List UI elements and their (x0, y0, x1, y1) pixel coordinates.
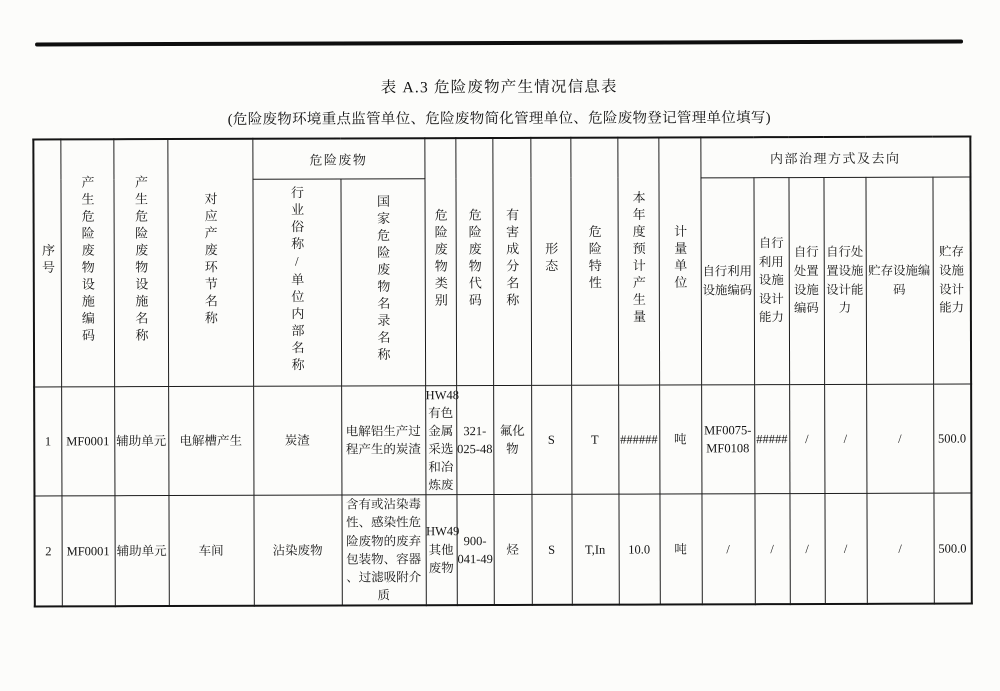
header-facility-code-label: 产生危险废物设施编码 (79, 175, 95, 346)
hazardous-waste-generation-table (32, 136, 973, 608)
header-expected-output-label: 本年度预计产生量 (630, 190, 646, 327)
cell-process-name: 电解槽产生 (168, 386, 253, 496)
cell-unit: 吨 (659, 494, 701, 604)
header-hazard-property (570, 138, 618, 385)
cell-unit: 吨 (659, 384, 701, 494)
cell-facility-code: MF0001 (61, 496, 114, 606)
cell-form: S (531, 385, 571, 495)
header-seq (33, 139, 61, 386)
cell-catalog-name: 含有或沾染毒性、感染性危险废物的废弃包装物、容器、过滤吸附介质 (341, 495, 425, 606)
header-storage-capacity: 贮存设施设计能力 (932, 177, 971, 384)
header-unit (658, 137, 701, 384)
group-header-internal-treatment: 内部治理方式及去向 (700, 137, 970, 178)
cell-self-disposal-code: / (789, 494, 824, 604)
cell-seq: 2 (34, 496, 61, 606)
header-self-disposal-capacity: 自行处置设施设计能力 (823, 177, 866, 384)
cell-waste-category: HW49其他废物 (425, 495, 456, 605)
cell-self-use-code: / (701, 494, 754, 604)
header-facility-name (113, 139, 168, 386)
header-unit-label: 计量单位 (672, 224, 688, 293)
header-waste-code (455, 138, 493, 385)
cell-expected-output: 10.0 (618, 494, 659, 604)
cell-storage-capacity: 500.0 (933, 384, 971, 494)
header-harmful-component (492, 138, 531, 385)
group-header-hazardous-waste: 危险废物 (252, 138, 424, 179)
cell-self-use-code: MF0075- MF0108 (701, 384, 754, 494)
header-harmful-component-label: 有害成分名称 (504, 208, 520, 311)
header-process-name (167, 139, 253, 386)
table-row (34, 384, 971, 497)
header-form-label: 形态 (543, 242, 559, 277)
cell-facility-name: 辅助单元 (114, 496, 168, 606)
cell-harmful-component: 氟化物 (493, 385, 531, 495)
cell-expected-output: ###### (618, 385, 659, 495)
header-facility-code (60, 139, 114, 386)
header-self-use-code: 自行利用设施编码 (700, 177, 754, 384)
header-form (530, 138, 571, 385)
cell-facility-name: 辅助单元 (114, 386, 168, 496)
cell-self-use-capacity: / (754, 494, 789, 604)
cell-facility-code: MF0001 (61, 386, 114, 496)
header-row-groups (33, 137, 970, 180)
cell-hazard-property: T (571, 385, 618, 495)
page-subtitle: (危险废物环境重点监管单位、危险废物简化管理单位、危险废物登记管理单位填写) (227, 110, 771, 128)
header-self-disposal-code: 自行处置设施编码 (788, 177, 824, 384)
cell-common-name: 沾染废物 (253, 495, 341, 606)
header-hazard-property-label: 危险特性 (586, 224, 602, 293)
cell-common-name: 炭渣 (253, 385, 341, 495)
header-common-name (252, 179, 341, 386)
header-catalog-name-label: 国家危险废物名录名称 (375, 194, 391, 365)
cell-storage-capacity: 500.0 (933, 493, 971, 603)
table-row (34, 493, 971, 606)
cell-storage-code: / (866, 493, 933, 603)
cell-waste-category: HW48有色金属采选和冶炼废 (425, 385, 456, 495)
cell-waste-code: 321- 025-48 (456, 385, 493, 495)
page-title: 表 A.3 危险废物产生情况信息表 (380, 78, 618, 97)
header-catalog-name (340, 178, 425, 385)
header-common-name-label: 行业俗称/单位内部名称 (288, 185, 305, 375)
cell-waste-code: 900- 041-49 (456, 495, 493, 605)
cell-storage-code: / (866, 384, 933, 494)
header-self-use-capacity: 自行利用设施设计能力 (753, 177, 789, 384)
page-top-rule (35, 40, 963, 47)
cell-self-disposal-capacity: / (824, 384, 866, 494)
header-waste-category-label: 危险废物类别 (432, 208, 448, 311)
header-expected-output (617, 138, 659, 385)
cell-process-name: 车间 (168, 496, 253, 607)
header-process-name-label: 对应产废环节名称 (202, 192, 218, 329)
cell-catalog-name: 电解铝生产过程产生的炭渣 (341, 385, 425, 495)
header-waste-code-label: 危险废物代码 (466, 208, 482, 311)
header-facility-name-label: 产生危险废物设施名称 (132, 175, 149, 346)
cell-seq: 1 (34, 386, 61, 496)
cell-hazard-property: T,In (571, 494, 618, 604)
cell-self-disposal-capacity: / (824, 494, 866, 604)
header-seq-label: 序号 (39, 243, 56, 278)
cell-self-disposal-code: / (789, 384, 824, 494)
cell-self-use-capacity: ##### (754, 384, 789, 494)
header-waste-category (424, 138, 456, 385)
header-storage-code: 贮存设施编码 (865, 177, 933, 384)
cell-harmful-component: 烃 (493, 495, 531, 605)
cell-form: S (531, 495, 571, 605)
